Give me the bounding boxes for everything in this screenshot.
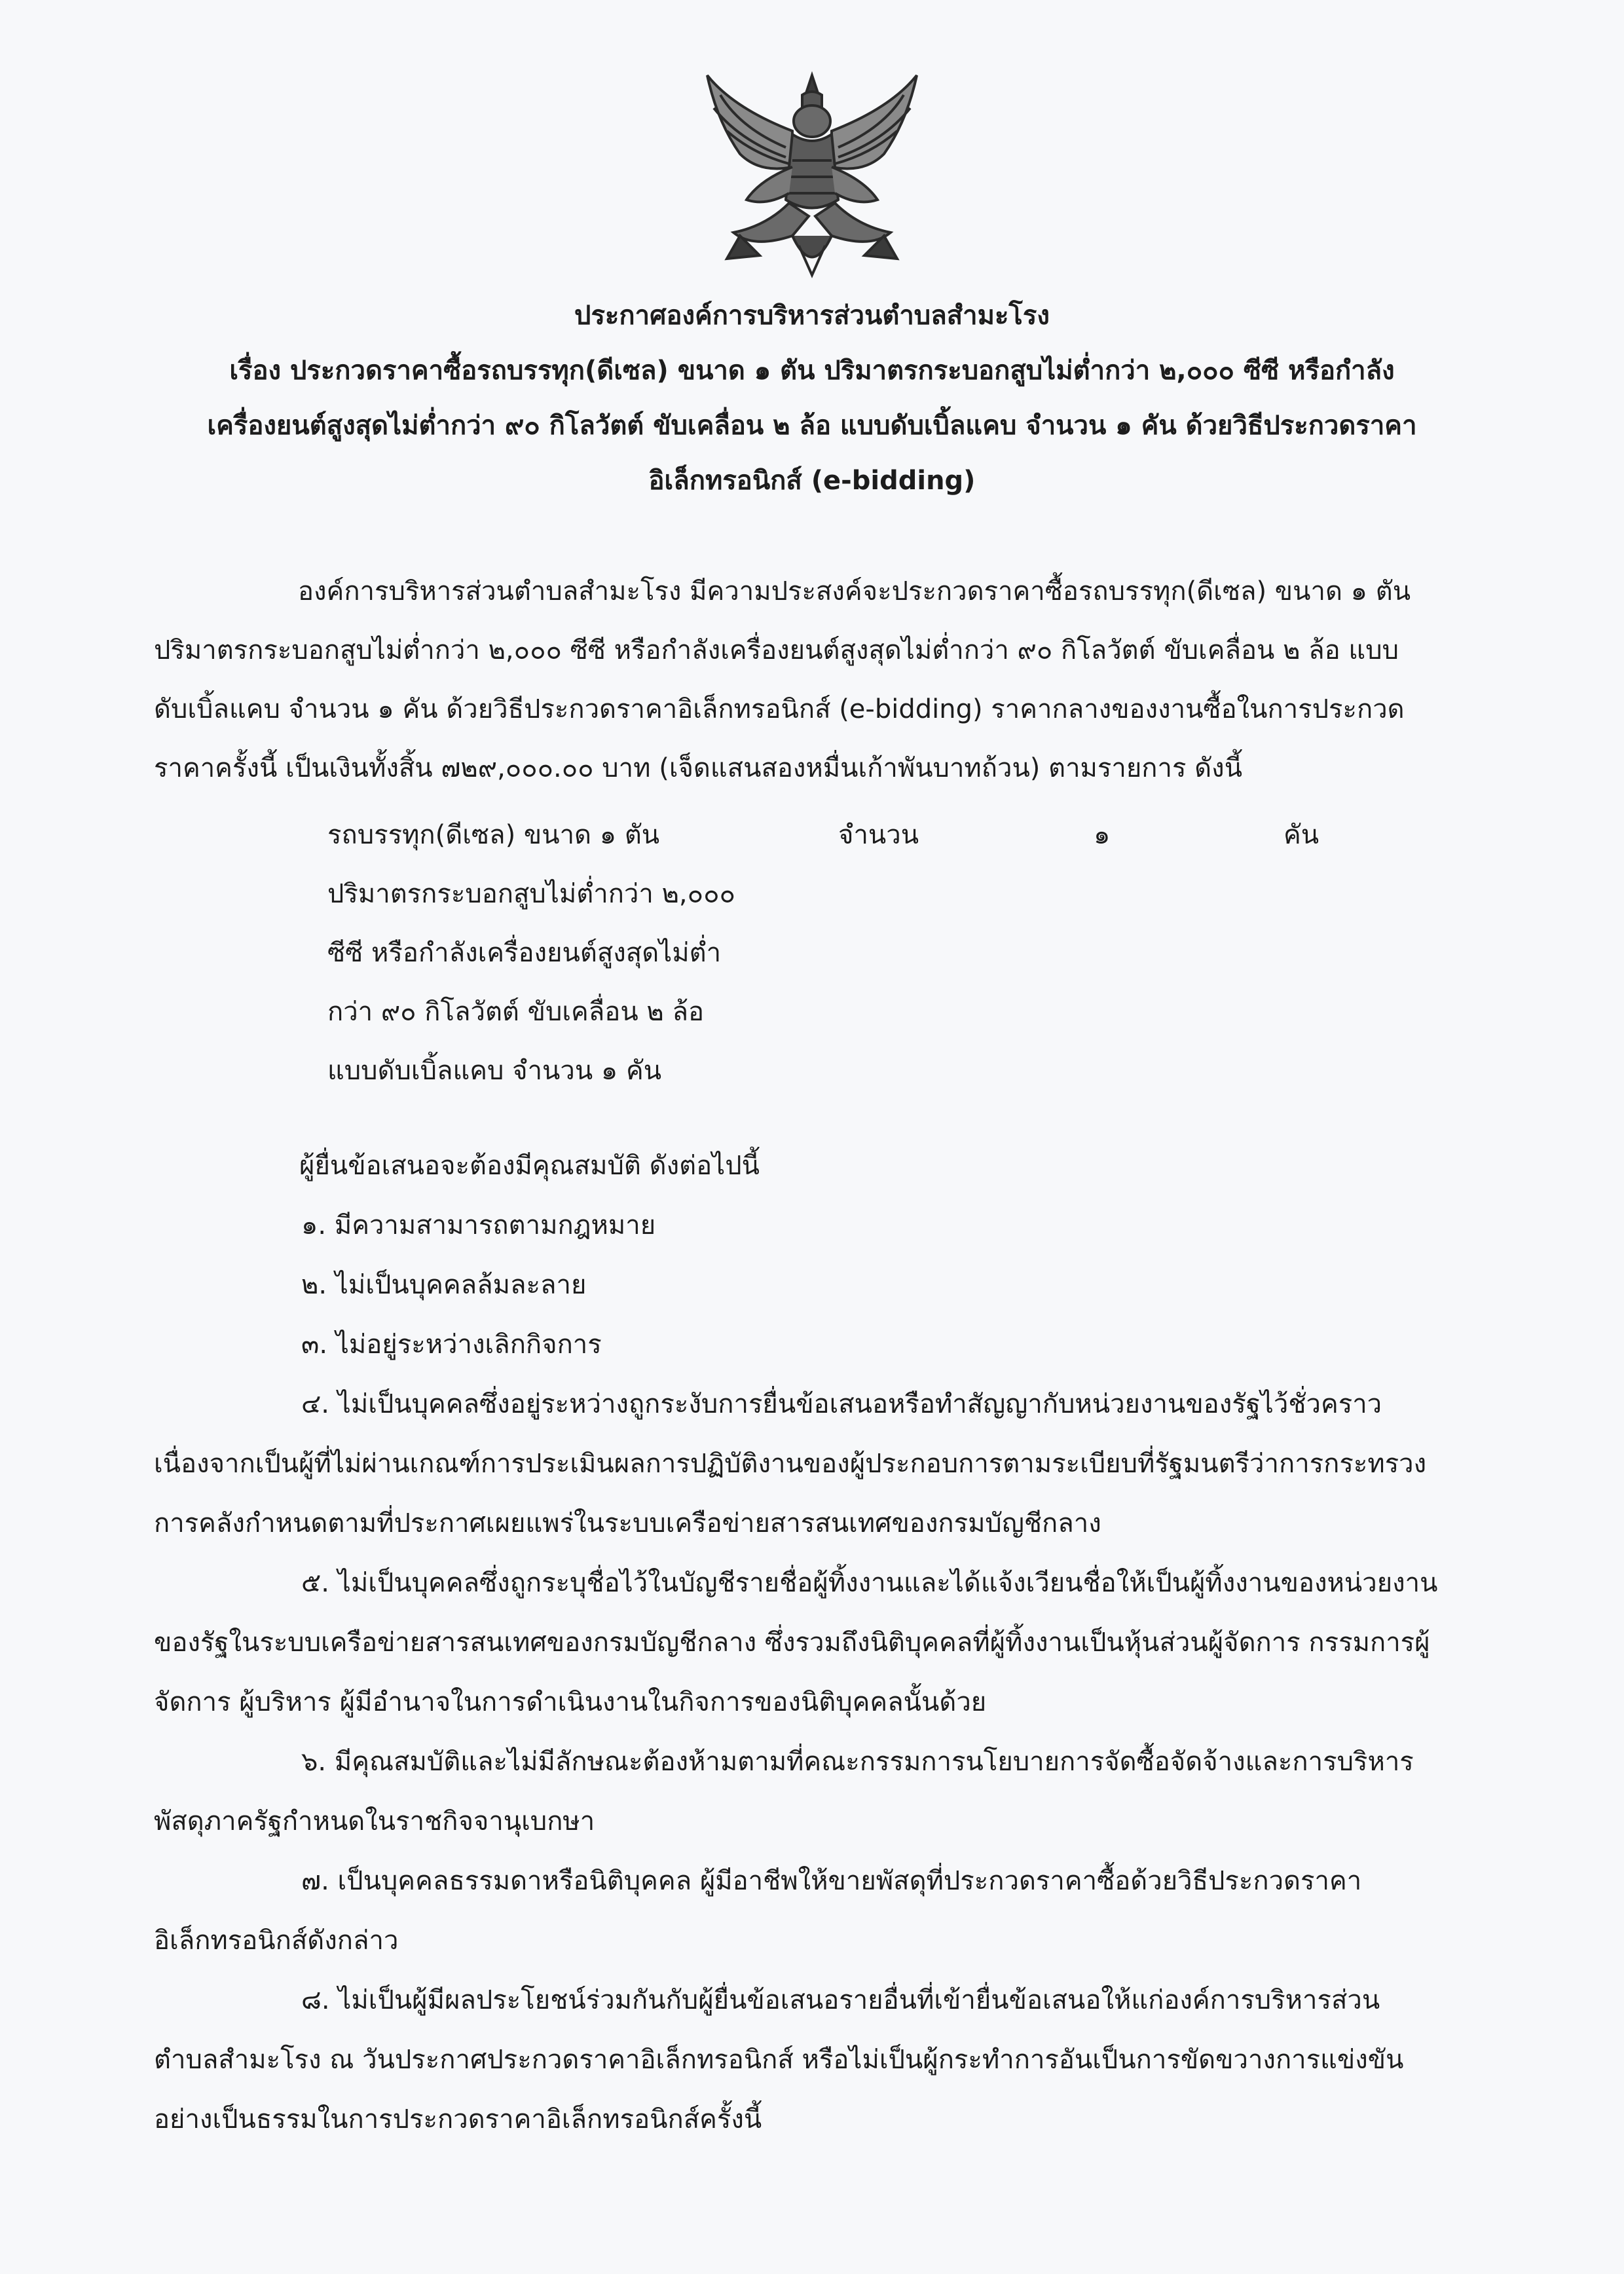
qualification-item: ๘. ไม่เป็นผู้มีผลประโยชน์ร่วมกันกับผู้ยื่นข้อเสนอรายอื่นที่เข้ายื่นข้อเสนอให้แก่องค์การบริหารส่วน [301,1985,1380,2015]
qualification-item: ๒. ไม่เป็นบุคคลล้มละลาย [301,1270,587,1300]
qualification-item-cont: พัสดุภาครัฐกำหนดในราชกิจจานุเบกษา [154,1806,595,1836]
announcement-title: ประกาศองค์การบริหารส่วนตำบลสำมะโรง [574,301,1050,331]
item-description: ซีซี หรือกำลังเครื่องยนต์สูงสุดไม่ต่ำ [327,938,722,968]
item-row [327,806,1493,865]
qualification-item: ๑. มีความสามารถตามกฎหมาย [301,1210,656,1240]
qualification-item-cont: เนื่องจากเป็นผู้ที่ไม่ผ่านเกณฑ์การประเมินผลการปฏิบัติงานของผู้ประกอบการตามระเบียบที่รัฐมนตรีว่าการกระทรวง [154,1449,1427,1479]
qualification-item-cont: การคลังกำหนดตามที่ประกาศเผยแพร่ในระบบเครือข่ายสารสนเทศของกรมบัญชีกลาง [154,1508,1101,1538]
intro-row: องค์การบริหารส่วนตำบลสำมะโรง มีความประสงค์จะประกวดราคาซื้อรถบรรทุก(ดีเซล) ขนาด ๑ ตัน [298,576,1411,606]
intro-row: ดับเบิ้ลแคบ จำนวน ๑ คัน ด้วยวิธีประกวดราคาอิเล็กทรอนิกส์ (e-bidding) ราคากลางของงานซื้อในการประกวด [154,694,1405,724]
qualification-item: ๖. มีคุณสมบัติและไม่มีลักษณะต้องห้ามตามที่คณะกรรมการนโยบายการจัดซื้อจัดจ้างและการบริหาร [301,1747,1414,1777]
item-unit: คัน [1283,820,1320,850]
item-list [327,806,1493,1100]
qualification-item: ๔. ไม่เป็นบุคคลซึ่งอยู่ระหว่างถูกระงับการยื่นข้อเสนอหรือทำสัญญากับหน่วยงานของรัฐไว้ชั่วคราว [301,1389,1382,1419]
qualification-item-cont: อิเล็กทรอนิกส์ดังกล่าว [154,1926,399,1956]
qualification-item: ๕. ไม่เป็นบุคคลซึ่งถูกระบุชื่อไว้ในบัญชีรายชื่อผู้ทิ้งงานและได้แจ้งเวียนชื่อให้เป็นผู้ทิ้งงานของหน่วยงาน [301,1568,1438,1598]
subject-line-2: เครื่องยนต์สูงสุดไม่ต่ำกว่า ๙๐ กิโลวัตต์ ขับเคลื่อน ๒ ล้อ แบบดับเบิ้ลแคบ จำนวน ๑ คัน ด้วยวิธีประกวดราคา [207,411,1417,441]
qualification-item-cont: จัดการ ผู้บริหาร ผู้มีอำนาจในการดำเนินงานในกิจการของนิติบุคคลนั้นด้วย [154,1687,987,1717]
intro-paragraph [154,562,1483,798]
intro-row: ราคาครั้งนี้ เป็นเงินทั้งสิ้น ๗๒๙,๐๐๐.๐๐ บาท (เจ็ดแสนสองหมื่นเก้าพันบาทถ้วน) ตามรายการ ดังนี้ [154,753,1243,783]
item-description: แบบดับเบิ้ลแคบ จำนวน ๑ คัน [327,1056,662,1086]
item-description: กว่า ๙๐ กิโลวัตต์ ขับเคลื่อน ๒ ล้อ [327,997,704,1027]
item-description: ปริมาตรกระบอกสูบไม่ต่ำกว่า ๒,๐๐๐ [327,879,735,909]
garuda-emblem-icon [694,69,930,288]
qualification-item-cont: ของรัฐในระบบเครือข่ายสารสนเทศของกรมบัญชีกลาง ซึ่งรวมถึงนิติบุคคลที่ผู้ทิ้งงานเป็นหุ้นส่วนผู้จัดการ กรรมการผู้ [154,1628,1430,1658]
qualifications-heading: ผู้ยื่นข้อเสนอจะต้องมีคุณสมบัติ ดังต่อไปนี้ [299,1151,760,1181]
item-quantity-label: จำนวน [838,820,919,850]
qualifications-section [154,1136,1483,2150]
item-quantity: ๑ [1094,820,1111,850]
intro-row: ปริมาตรกระบอกสูบไม่ต่ำกว่า ๒,๐๐๐ ซีซี หรือกำลังเครื่องยนต์สูงสุดไม่ต่ำกว่า ๙๐ กิโลวัตต์ ขับเคลื่อน ๒ ล้อ แบบ [154,635,1399,665]
qualification-item: ๓. ไม่อยู่ระหว่างเลิกกิจการ [301,1330,602,1360]
qualification-item-cont: อย่างเป็นธรรมในการประกวดราคาอิเล็กทรอนิกส์ครั้งนี้ [154,2104,762,2134]
qualification-item: ๗. เป็นบุคคลธรรมดาหรือนิติบุคคล ผู้มีอาชีพให้ขายพัสดุที่ประกวดราคาซื้อด้วยวิธีประกวดราคา [301,1866,1362,1896]
item-description: รถบรรทุก(ดีเซล) ขนาด ๑ ตัน [327,820,660,850]
qualification-item-cont: ตำบลสำมะโรง ณ วันประกาศประกวดราคาอิเล็กทรอนิกส์ หรือไม่เป็นผู้กระทำการอันเป็นการขัดขวางการแข่งขัน [154,2045,1404,2075]
subject-line-3: อิเล็กทรอนิกส์ (e-bidding) [648,466,976,496]
subject-line-1: เรื่อง ประกวดราคาซื้อรถบรรทุก(ดีเซล) ขนาด ๑ ตัน ปริมาตรกระบอกสูบไม่ต่ำกว่า ๒,๐๐๐ ซีซี หรือกำลัง [229,356,1395,386]
announcement-header [144,288,1480,508]
